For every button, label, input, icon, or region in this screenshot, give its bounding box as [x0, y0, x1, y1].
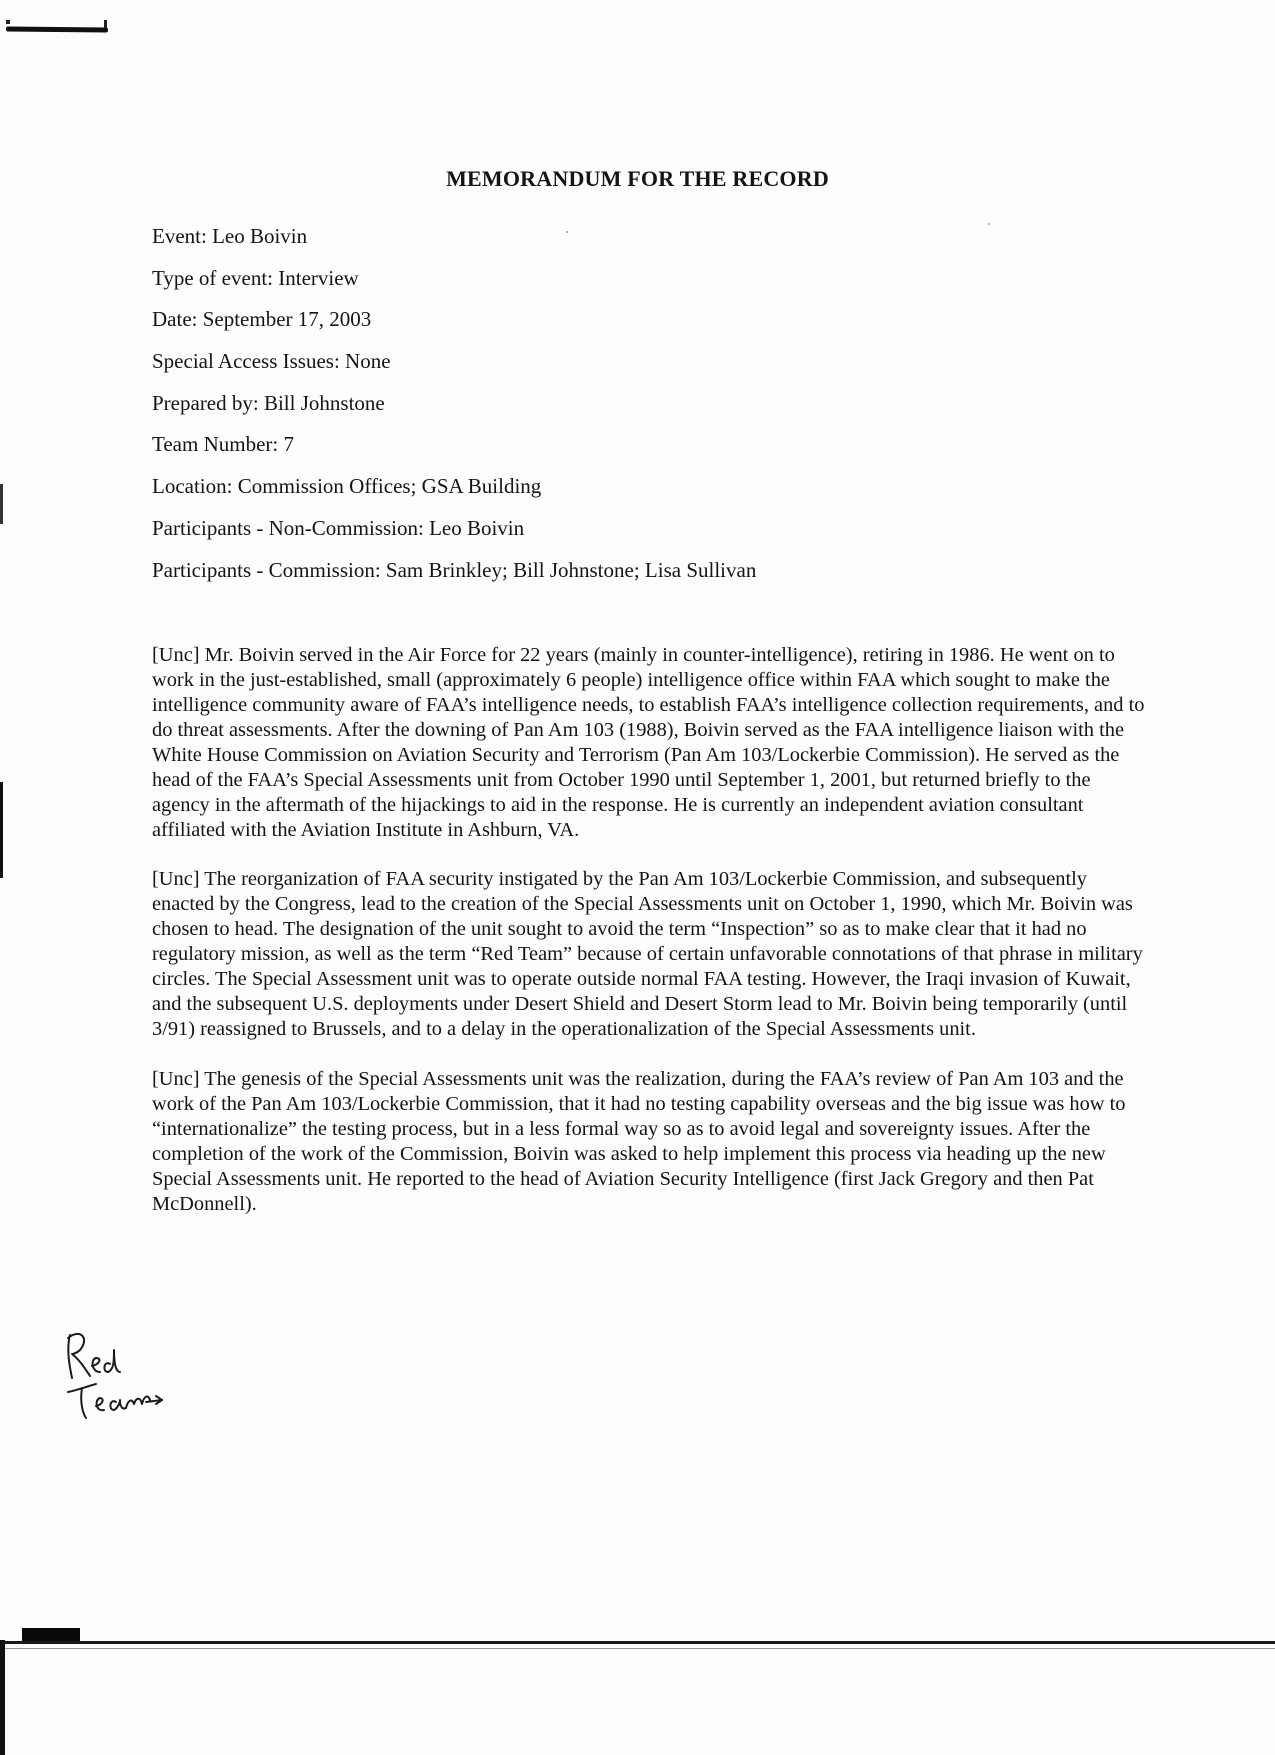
- scan-edge-mark: [0, 782, 3, 878]
- scan-mark: [6, 20, 10, 24]
- scan-edge-mark: [0, 1640, 5, 1755]
- paragraph-background: [Unc] Mr. Boivin served in the Air Force for 22 years (mainly in counter-intelligence), retiring in 1986. He went on to work in the just-established, small (approximately 6 people) intelligence office within FAA which sought to make the intelligence community aware of FAA’s intelligence needs, to establish FAA’s intelligence collection requirements, and to do threat assessments. After the downing of Pan Am 103 (1988), Boivin served as the FAA intelligence liaison with the White House Commission on Aviation Security and Terrorism (Pan Am 103/Lockerbie Commission). He served as the head of the FAA’s Special Assessments unit from October 1990 until September 1, 2001, but returned briefly to the agency in the aftermath of the hijackings to aid in the response. He is currently an independent aviation consultant affiliated with the Aviation Institute in Ashburn, VA.: [152, 644, 1145, 841]
- page-bottom-rule: [0, 1641, 1275, 1644]
- memo-body: [152, 643, 1152, 1241]
- meta-participants-commission: Participants - Commission: Sam Brinkley; Bill Johnstone; Lisa Sullivan: [152, 557, 757, 582]
- scan-mark: [104, 20, 107, 28]
- paragraph-genesis: [Unc] The genesis of the Special Assessments unit was the realization, during the FAA’s review of Pan Am 103 and the work of the Pan Am 103/Lockerbie Commission, that it had no testing capability overseas and the big issue was how to “internationalize” the testing process, but in a less formal way so as to avoid legal and sovereignty issues. After the completion of the work of the Commission, Boivin was asked to help implement this process via heading up the new Special Assessments unit. He reported to the head of Aviation Security Intelligence (first Jack Gregory and then Pat McDonnell).: [152, 1068, 1126, 1215]
- meta-special-access: Special Access Issues: None: [152, 349, 391, 374]
- paragraph-reorganization: [Unc] The reorganization of FAA security instigated by the Pan Am 103/Lockerbie Commission, and subsequently enacted by the Congress, lead to the creation of the Special Assessments unit on October 1, 1990, which Mr. Boivin was chosen to head. The designation of the unit sought to avoid the term “Inspection” so as to make clear that it had no regulatory mission, as well as the term “Red Team” because of certain unfavorable connotations of that phrase in military circles. The Special Assessment unit was to operate outside normal FAA testing. However, the Iraqi invasion of Kuwait, and the subsequent U.S. deployments under Desert Shield and Desert Storm lead to Mr. Boivin being temporarily (until 3/91) reassigned to Brussels, and to a delay in the operationalization of the Special Assessments unit.: [152, 868, 1143, 1040]
- meta-prepared-by: Prepared by: Bill Johnstone: [152, 390, 385, 415]
- meta-event: Event: Leo Boivin: [152, 224, 308, 248]
- scan-edge-mark: [0, 484, 3, 524]
- meta-participants-noncommission: Participants - Non-Commission: Leo Boivin: [152, 515, 525, 540]
- meta-event-type: Type of event: Interview: [152, 265, 359, 290]
- meta-location: Location: Commission Offices; GSA Building: [152, 474, 542, 499]
- meta-date: Date: September 17, 2003: [152, 307, 372, 332]
- scan-dash: [6, 26, 108, 32]
- meta-team-number: Team Number: 7: [152, 432, 294, 457]
- memo-metadata: [152, 223, 1152, 598]
- handwritten-margin-note: [50, 1320, 170, 1430]
- memo-title: MEMORANDUM FOR THE RECORD: [446, 166, 829, 191]
- page-bottom-rule: [0, 1648, 1275, 1649]
